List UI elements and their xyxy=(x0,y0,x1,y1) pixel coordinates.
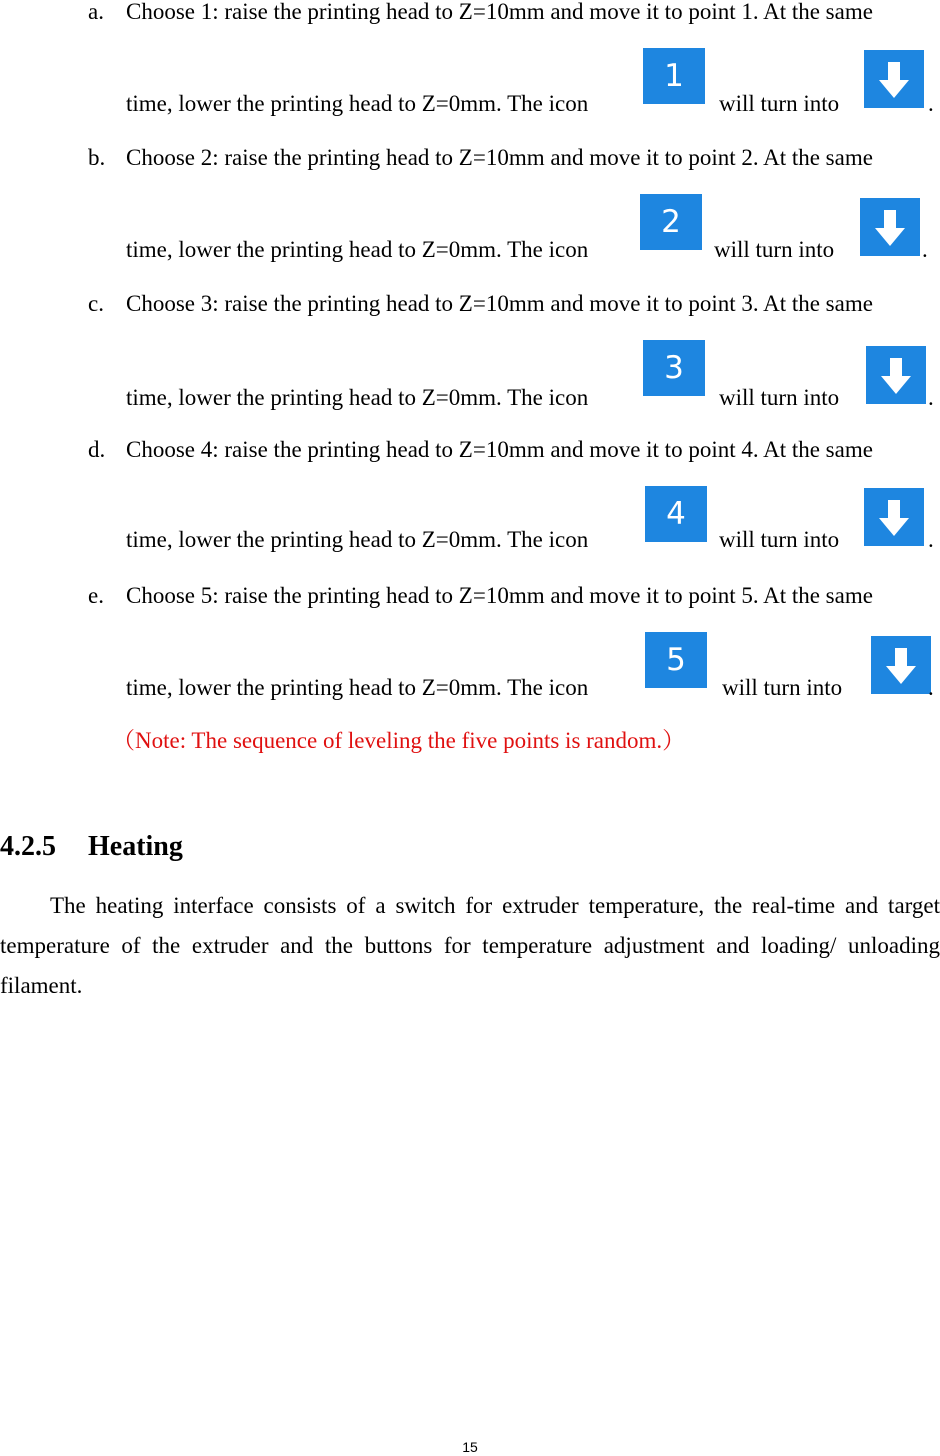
arrow-down-icon xyxy=(864,50,924,108)
arrow-down-icon xyxy=(866,346,926,404)
section-paragraph: The heating interface consists of a switch for extruder temperature, the real-time and target temperature of the extruder and the buttons for temperature adjustment and loading/ unloading filament. xyxy=(0,893,940,998)
list-item xyxy=(0,292,940,438)
will-turn-into-text: will turn into xyxy=(722,675,843,700)
step-text-line2: time, lower the printing head to Z=0mm. The icon xyxy=(126,527,589,552)
step-text-line2: time, lower the printing head to Z=0mm. The icon xyxy=(126,237,589,262)
period: . xyxy=(928,675,934,700)
page-number: 15 xyxy=(462,1439,478,1455)
list-item xyxy=(0,0,940,146)
point-2-icon: 2 xyxy=(640,194,702,250)
list-marker: d. xyxy=(88,437,106,462)
step-text-line2: time, lower the printing head to Z=0mm. The icon xyxy=(126,675,589,700)
list-item xyxy=(0,584,940,730)
step-text-line1: Choose 1: raise the printing head to Z=10mm and move it to point 1. At the same xyxy=(126,0,873,24)
period: . xyxy=(922,237,928,262)
list-item xyxy=(0,438,940,584)
list-marker: e. xyxy=(88,583,104,608)
list-marker: c. xyxy=(88,291,104,316)
will-turn-into-text: will turn into xyxy=(719,91,840,116)
period: . xyxy=(928,91,934,116)
step-text-line2: time, lower the printing head to Z=0mm. The icon xyxy=(126,385,589,410)
list-item xyxy=(0,146,940,292)
will-turn-into-text: will turn into xyxy=(719,527,840,552)
point-5-icon: 5 xyxy=(645,632,707,688)
list-marker: a. xyxy=(88,0,104,24)
arrow-down-icon xyxy=(860,198,920,256)
section-number: 4.2.5 xyxy=(0,831,56,862)
period: . xyxy=(928,385,934,410)
list-marker: b. xyxy=(88,145,106,170)
period: . xyxy=(928,527,934,552)
step-text-line1: Choose 4: raise the printing head to Z=10mm and move it to point 4. At the same xyxy=(126,437,873,462)
will-turn-into-text: will turn into xyxy=(714,237,835,262)
section-title: Heating xyxy=(88,831,183,862)
step-text-line1: Choose 3: raise the printing head to Z=10mm and move it to point 3. At the same xyxy=(126,291,873,316)
arrow-down-icon xyxy=(864,488,924,546)
point-1-icon: 1 xyxy=(643,48,705,104)
step-text-line2: time, lower the printing head to Z=0mm. The icon xyxy=(126,91,589,116)
leveling-note: （Note: The sequence of leveling the five points is random.） xyxy=(112,728,686,753)
arrow-down-icon xyxy=(871,636,931,694)
step-text-line1: Choose 5: raise the printing head to Z=10mm and move it to point 5. At the same xyxy=(126,583,873,608)
point-3-icon: 3 xyxy=(643,340,705,396)
step-text-line1: Choose 2: raise the printing head to Z=10mm and move it to point 2. At the same xyxy=(126,145,873,170)
point-4-icon: 4 xyxy=(645,486,707,542)
will-turn-into-text: will turn into xyxy=(719,385,840,410)
